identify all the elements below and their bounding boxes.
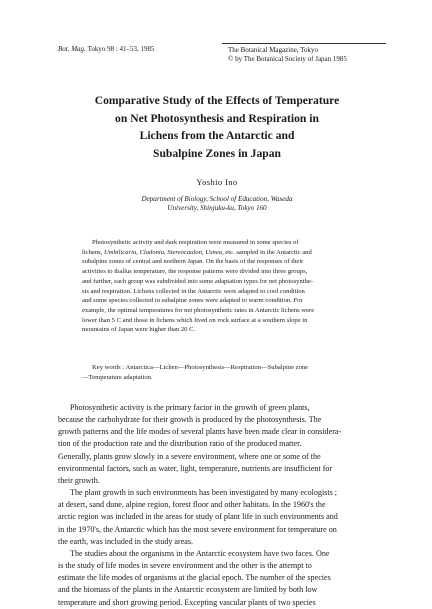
copyright-line: © by The Botanical Society of Japan 1985: [228, 55, 347, 63]
abstract: [82, 238, 362, 335]
abstract-line: and further, each group was subdivided into some adaptation types for net photosynthe-: [82, 277, 314, 285]
abstract-line: lower than 5 C and those in lichens which lived on rock surface at a southern slope in: [82, 316, 308, 324]
citation-details: Tokyo 98 : 41–53, 1985: [87, 45, 155, 53]
abstract-line: activities to thallus temperature, the response patterns were divided into three groups,: [82, 268, 308, 276]
body-line: arctic region was included in the areas for study of plant life in such environments and: [58, 512, 338, 522]
body-line: and the biomass of the plants in the Antarctic ecosystem are limited by both low: [58, 585, 318, 595]
body-line: the earth, was included in the study areas.: [58, 536, 194, 546]
copyright-line: The Botanical Magazine, Tokyo: [228, 46, 318, 54]
keywords-line: —Temperature adaptation.: [82, 373, 153, 381]
keywords: [82, 363, 362, 382]
body-line: The studies about the organisms in the Antarctic ecosystem have two faces. One: [70, 548, 330, 558]
body-line: environmental factors, such as water, light, temperature, nutrients are insufficient for: [58, 463, 333, 473]
title-line: on Net Photosynthesis and Respiration in: [115, 111, 319, 125]
paper-title: [60, 92, 374, 162]
title-line: Comparative Study of the Effects of Temperature: [94, 94, 340, 107]
body-line: Generally, plants grow slowly in a severe environment, where one or some of the: [58, 451, 321, 461]
body-text: [58, 402, 378, 609]
body-line: because the carbohydrate for their growth is produced by the photosynthesis. The: [58, 415, 322, 425]
affiliation-line: University, Shinjuku-ku, Tokyo 160: [167, 204, 267, 213]
body-line: temperature and short growing period. Excepting vascular plants of two species: [58, 597, 316, 607]
body-line: growth patterns and the life modes of several plants have been made clear in considera-: [58, 427, 342, 437]
author-name: Yoshio Ino: [196, 177, 238, 187]
keywords-line: Key words : Antarctica—Lichen—Photosynthesis—Respiration—Subalpine zone: [92, 364, 309, 371]
abstract-line: sis and respiration. Lichens collected in the Antarctic were adapted to cool condition: [82, 287, 305, 295]
copyright-block: [222, 43, 386, 64]
title-line: Lichens from the Antarctic and: [139, 129, 295, 142]
title-line: Subalpine Zones in Japan: [153, 146, 281, 160]
body-line: at desert, sand dune, alpine region, forest floor and other habitats. In the 1960's the: [58, 500, 326, 510]
abstract-line: lichens, Umbilicaria, Cladonia, Stereocaulon, Usnea, etc. sampled in the Antarctic and: [82, 248, 312, 256]
body-line: is the study of life modes in severe environment and the other is the attempt to: [58, 561, 312, 571]
affiliation-line: Department of Biology, School of Education, Waseda: [141, 195, 293, 203]
abstract-line: example, the optimal temperatures for net photosynthetic rates in Antarctic lichens were: [82, 306, 315, 314]
body-line: in the 1970's, the Antarctic which has the most severe environment for temperature on: [58, 524, 337, 534]
body-line: estimate the life modes of organisms at the glacial epoch. The number of the species: [58, 573, 331, 583]
journal-citation: [58, 45, 155, 53]
journal-name: Bot. Mag.: [58, 45, 86, 53]
abstract-line: mountains of Japan were higher than 20 C.: [82, 326, 196, 334]
abstract-line: and some species collected in subalpine zones were adapted to warm condition. For: [82, 297, 303, 305]
body-line: their growth.: [58, 475, 100, 485]
abstract-line: Photosynthetic activity and dark respiration were measured in some species of: [92, 239, 299, 246]
abstract-line: subalpine zones of central and northern Japan. On the basis of the responses of their: [82, 258, 304, 266]
body-line: Photosynthetic activity is the primary factor in the growth of green plants,: [70, 403, 310, 412]
author-affiliation: [60, 195, 374, 214]
body-line: tion of the production rate and the distribution ratio of the produced matter.: [58, 439, 302, 449]
body-line: The plant growth in such environments has been investigated by many ecologists ;: [70, 488, 338, 498]
